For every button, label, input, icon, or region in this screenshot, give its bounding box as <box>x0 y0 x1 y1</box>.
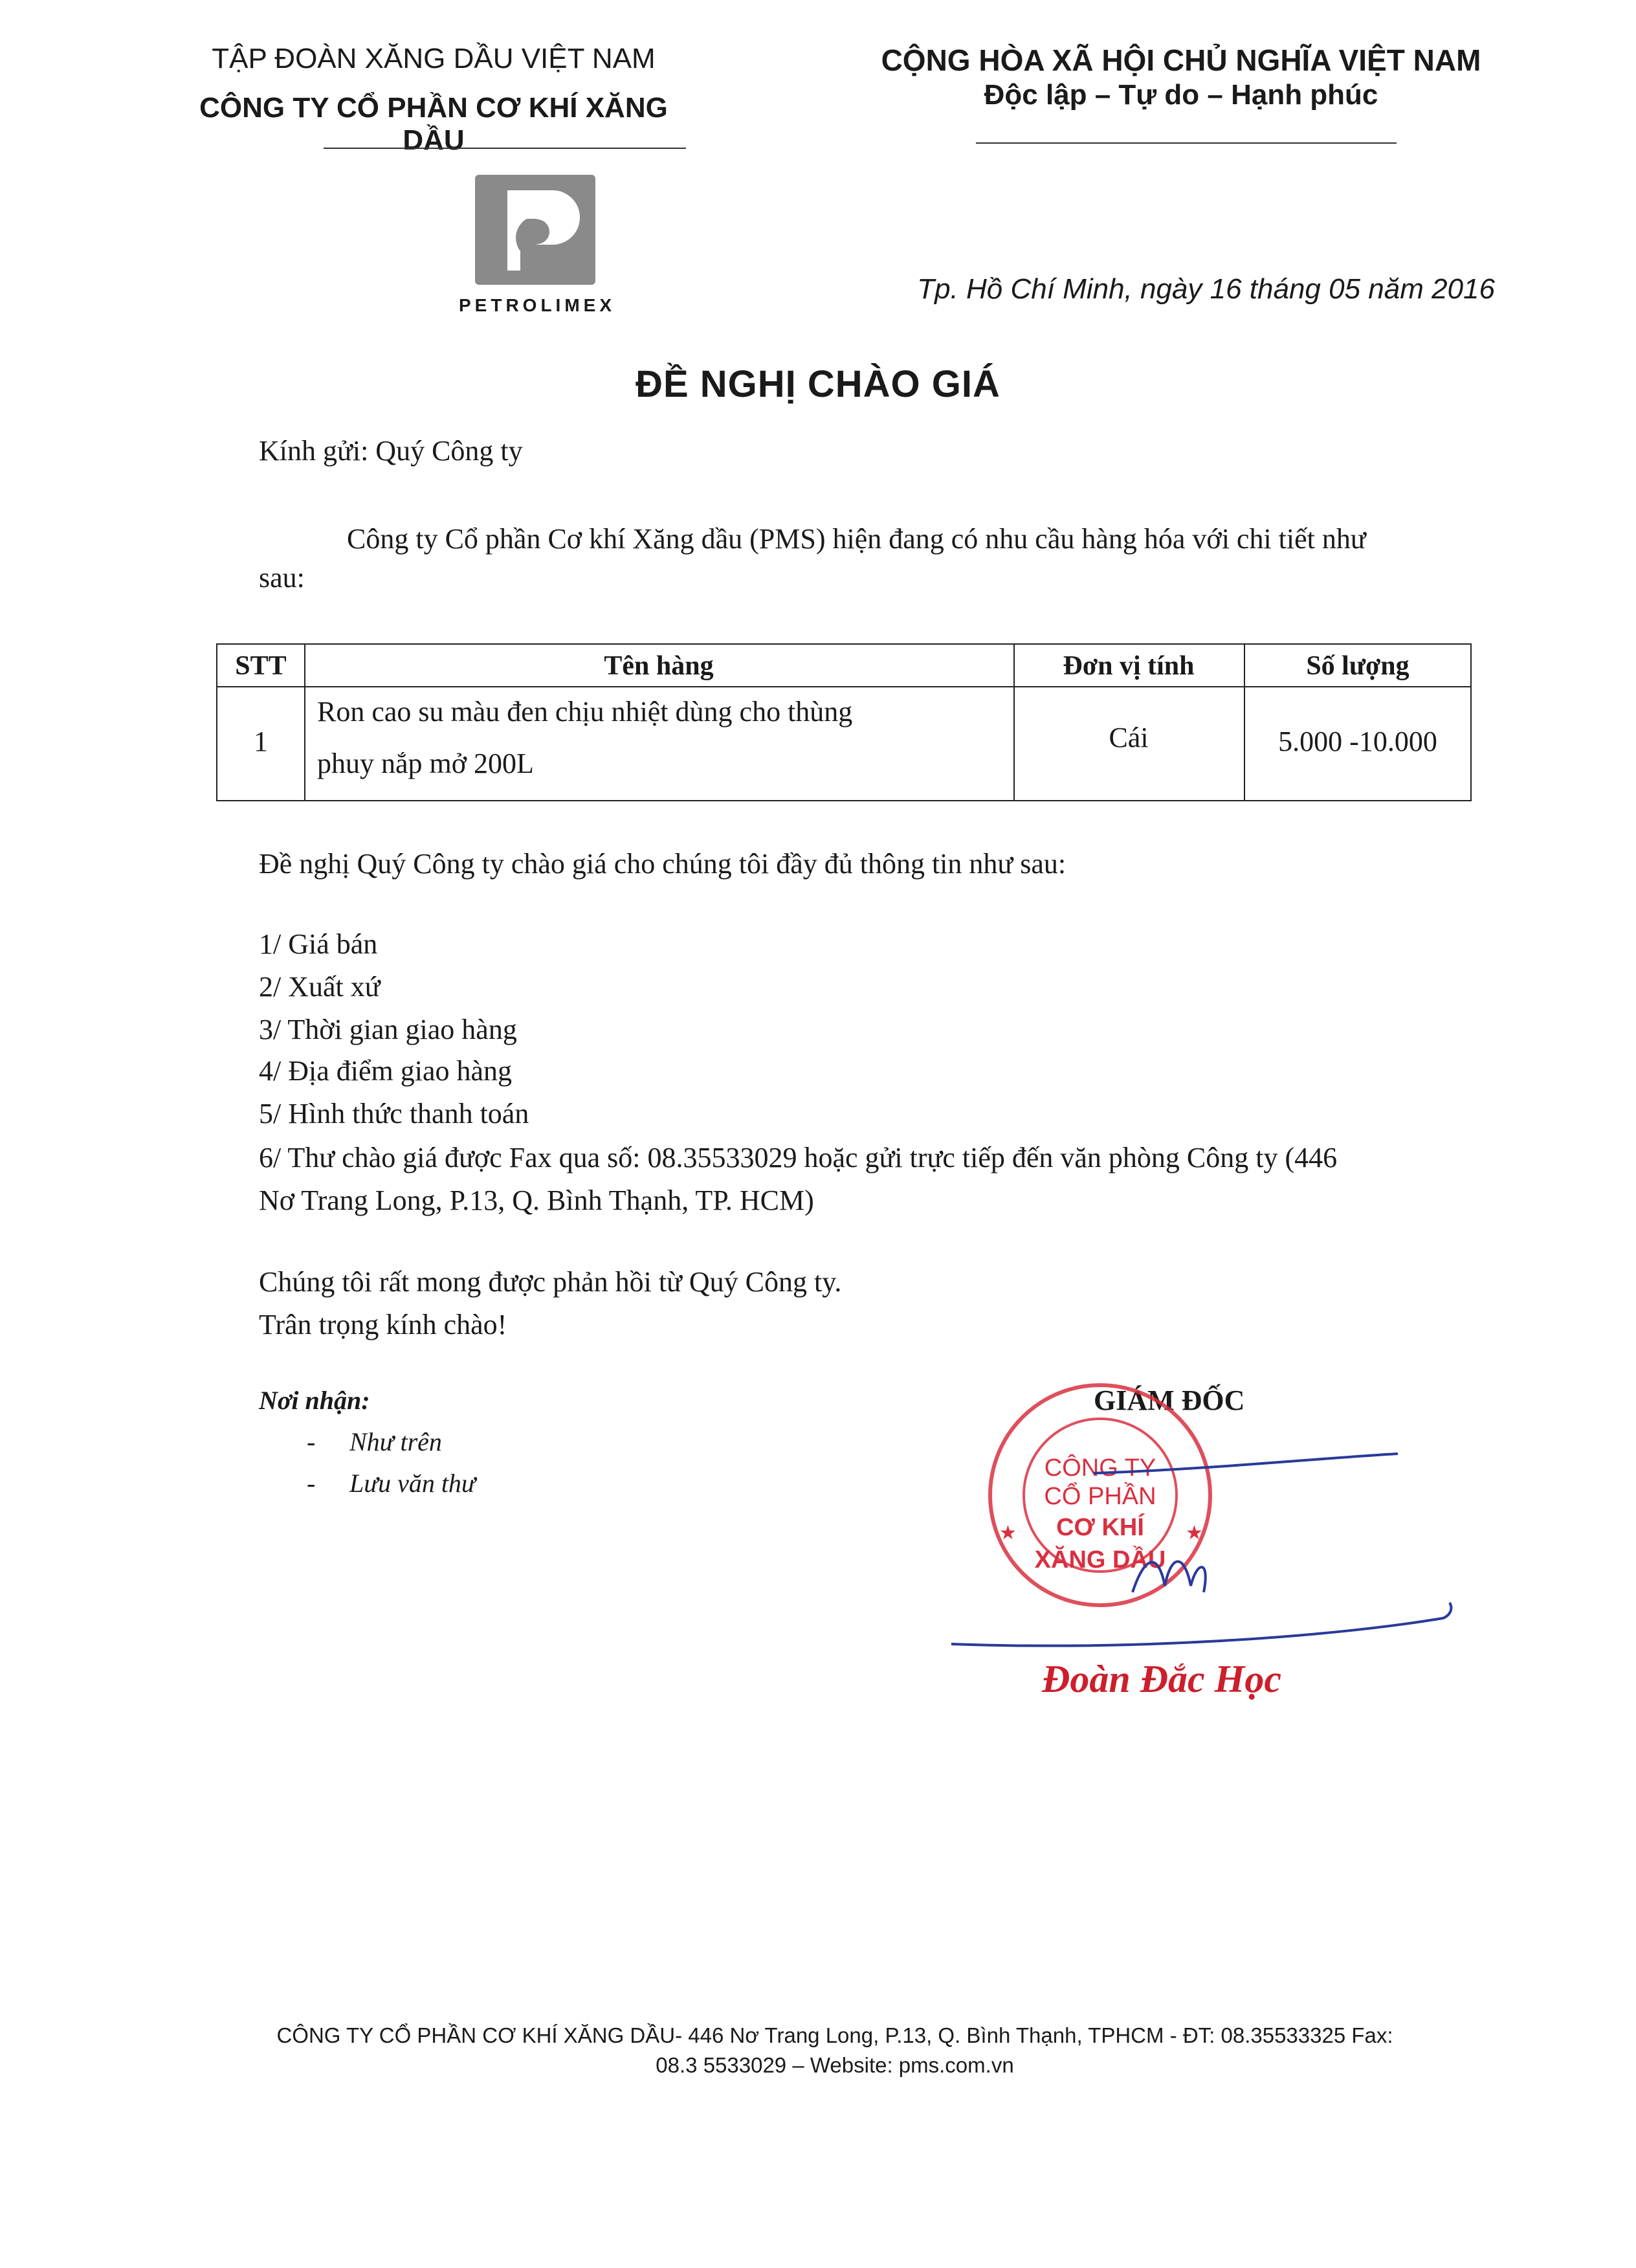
request-item-1: 1/ Giá bán <box>259 928 378 960</box>
national-motto: Độc lập – Tự do – Hạnh phúc <box>984 79 1378 111</box>
row-unit: Cái <box>1109 722 1149 753</box>
col-header-unit: Đơn vị tính <box>1063 651 1195 681</box>
recipients-label: Nơi nhận: <box>259 1386 370 1415</box>
greeting: Kính gửi: Quý Công ty <box>259 435 523 467</box>
recipient-bullet-1: - <box>307 1427 316 1456</box>
row-name-line-2: phuy nắp mở 200L <box>317 748 534 779</box>
company-name: CÔNG TY CỔ PHẦN CƠ KHÍ XĂNG DẦU <box>199 92 668 156</box>
row-stt: 1 <box>254 726 268 757</box>
col-header-stt: STT <box>235 651 287 681</box>
national-title: CỘNG HÒA XÃ HỘI CHỦ NGHĨA VIỆT NAM <box>881 43 1481 77</box>
svg-text:★: ★ <box>1186 1522 1203 1544</box>
request-item-3: 3/ Thời gian giao hàng <box>259 1014 517 1045</box>
logo-text: PETROLIMEX <box>458 295 615 315</box>
recipient-bullet-2: - <box>307 1469 316 1498</box>
date-line: Tp. Hồ Chí Minh, ngày 16 tháng 05 năm 2016 <box>917 273 1495 305</box>
signature-stroke <box>938 1424 1469 1670</box>
request-item-6: 6/ Thư chào giá được Fax qua số: 08.35533029 hoặc gửi trực tiếp đến văn phòng Công ty (446 <box>259 1142 1338 1173</box>
intro-line-2: sau: <box>259 562 305 594</box>
stamp-line-4: XĂNG DẦU <box>1034 1546 1166 1573</box>
parent-org-name: TẬP ĐOÀN XĂNG DẦU VIỆT NAM <box>212 43 656 74</box>
intro-line-1: Công ty Cổ phần Cơ khí Xăng dầu (PMS) hiện đang có nhu cầu hàng hóa với chi tiết như <box>347 523 1366 555</box>
svg-text:★: ★ <box>999 1522 1017 1544</box>
request-line: Đề nghị Quý Công ty chào giá cho chúng tôi đầy đủ thông tin như sau: <box>259 848 1067 880</box>
row-qty: 5.000 -10.000 <box>1278 726 1437 757</box>
header-left-rule <box>324 148 686 149</box>
col-header-qty: Số lượng <box>1306 651 1409 681</box>
stamp-line-3: CƠ KHÍ <box>1056 1514 1144 1541</box>
footer-line-1: CÔNG TY CỔ PHẦN CƠ KHÍ XĂNG DẦU- 446 Nơ Trang Long, P.13, Q. Bình Thạnh, TPHCM - ĐT: 08.35533325 Fax: <box>276 2023 1393 2047</box>
director-title: GIÁM ĐỐC <box>1094 1384 1245 1416</box>
header-right-rule <box>976 142 1397 144</box>
closing-line-1: Chúng tôi rất mong được phản hồi từ Quý Công ty. <box>259 1266 842 1298</box>
request-item-2: 2/ Xuất xứ <box>259 971 381 1003</box>
closing-line-2: Trân trọng kính chào! <box>259 1309 507 1340</box>
director-name: Đoàn Đắc Học <box>1042 1658 1281 1700</box>
stamp-line-1: CÔNG TY <box>1044 1454 1156 1482</box>
recipient-item-1: Như trên <box>349 1427 442 1456</box>
footer-line-2: 08.3 5533029 – Website: pms.com.vn <box>656 2053 1014 2077</box>
col-header-name: Tên hàng <box>604 651 714 681</box>
row-name-line-1: Ron cao su màu đen chịu nhiệt dùng cho thùng <box>317 696 853 728</box>
footer <box>194 2021 1476 2080</box>
request-item-4: 4/ Địa điểm giao hàng <box>259 1055 513 1087</box>
stamp-line-2: CỔ PHẦN <box>1044 1483 1156 1510</box>
petrolimex-logo-icon <box>475 175 595 285</box>
request-item-5: 5/ Hình thức thanh toán <box>259 1098 529 1129</box>
recipient-item-2: Lưu văn thư <box>349 1469 476 1498</box>
document-title: ĐỀ NGHỊ CHÀO GIÁ <box>636 363 1000 405</box>
request-item-6-cont: Nơ Trang Long, P.13, Q. Bình Thạnh, TP. HCM) <box>259 1184 814 1216</box>
goods-table <box>216 643 1472 801</box>
